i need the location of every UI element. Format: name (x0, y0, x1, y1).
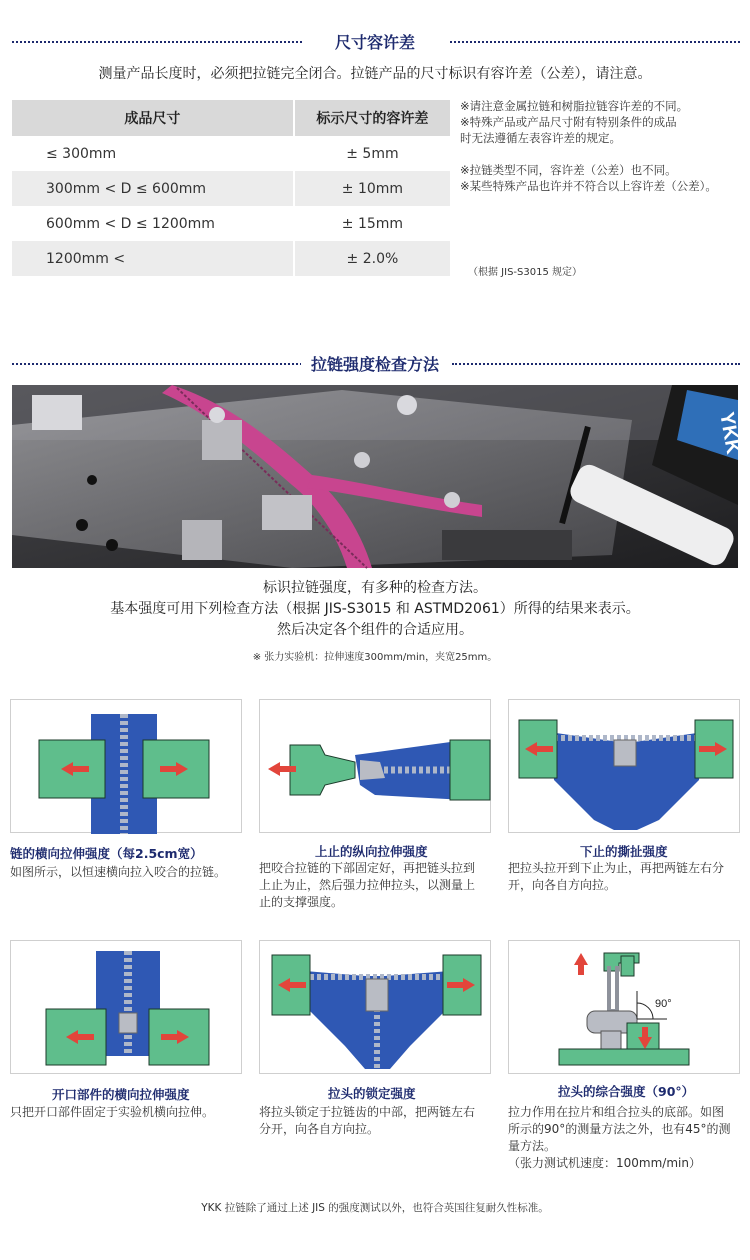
note-block: ※请注意金属拉链和树脂拉链容许差的不同。 ※特殊产品或产品尺寸附有特别条件的成品 时无法遵循左表容许差的规定。 (460, 99, 689, 145)
test-description: 如图所示，以恒速横向拉入咬合的拉链。 (10, 865, 227, 879)
tolerance-notes (460, 98, 750, 194)
table-cell: ± 10mm (294, 171, 450, 206)
table-cell: ≤ 300mm (12, 136, 294, 171)
footer-note: YKK 拉链除了通过上述 JIS 的强度测试以外，也符合英国往复耐久性标准。 (201, 1202, 549, 1214)
table-row (12, 171, 450, 206)
strength-intro-line: 基本强度可用下列检查方法（根据 JIS-S3015 和 ASTMD2061）所得的结果来表示。 (110, 601, 640, 617)
diagram-slider-90 (508, 940, 740, 1074)
table-header-row (12, 100, 450, 136)
section-title-tolerance-text: 尺寸容许差 (325, 33, 425, 52)
test-machine-photo (12, 385, 745, 568)
note-block: ※拉链类型不同，容许差（公差）也不同。 ※某些特殊产品也许并不符合以上容许差（公差）。 (460, 163, 717, 193)
test-description: 将拉头锁定于拉链齿的中部，把两链左右 分开，向各自方向拉。 (259, 1105, 476, 1136)
test-title: 开口部件的横向拉伸强度 (52, 1087, 190, 1102)
table-cell: ± 2.0% (294, 241, 450, 276)
section-title-strength (0, 352, 750, 376)
test-description: 把咬合拉链的下部固定好，再把链头拉到 上止为止，然后强力拉伸拉头，以测量上 止的支撑强度。 (259, 861, 476, 909)
diagram-chain-lateral (10, 699, 242, 833)
diagram-top-stop (259, 699, 491, 833)
strength-intro-line: 标识拉链强度，有多种的检查方法。 (263, 580, 487, 596)
table-cell: 300mm < D ≤ 600mm (12, 171, 294, 206)
test-description: 把拉头拉开到下止为止，再把两链左右分 开，向各自方向拉。 (508, 861, 725, 892)
jis-source-note: （根据 JIS-S3015 规定） (468, 267, 583, 278)
table-row (12, 206, 450, 241)
table-cell: ± 5mm (346, 145, 399, 162)
tolerance-intro: 测量产品长度时，必须把拉链完全闭合。拉链产品的尺寸标识有容许差（公差），请注意。 (98, 66, 652, 82)
table-row (12, 136, 450, 171)
test-title: 链的横向拉伸强度（每2.5cm宽） (10, 846, 203, 861)
strength-intro-line: 然后决定各个组件的合适应用。 (277, 622, 473, 638)
arrow-up-icon (574, 953, 588, 975)
test-description: 拉力作用在拉片和组合拉头的底部。如图 所示的90°的测量方法之外，也有45°的测 量方法。 （张力测试机速度：100mm/min） (508, 1105, 731, 1170)
table-header: 标示尺寸的容许差 (294, 100, 450, 136)
ykk-logo-text: YKK (715, 410, 745, 456)
table-row (12, 241, 450, 276)
test-title: 下止的撕扯强度 (580, 844, 668, 859)
table-cell: ± 15mm (341, 215, 404, 232)
strength-intro (0, 578, 750, 641)
diagram-open-end (10, 940, 242, 1074)
section-title-strength-text: 拉链强度检查方法 (301, 355, 449, 374)
diagram-bottom-stop (508, 699, 740, 833)
test-title: 拉头的锁定强度 (328, 1086, 416, 1101)
test-title: 上止的纵向拉伸强度 (315, 844, 428, 859)
table-header: 成品尺寸 (12, 100, 294, 136)
table-cell: 1200mm < (12, 241, 294, 276)
angle-label: 90° (655, 998, 672, 1010)
diagram-slider-lock (259, 940, 491, 1074)
section-title-tolerance (0, 30, 750, 54)
machine-note: ※ 张力实验机：拉伸速度300mm/min，夹宽25mm。 (252, 652, 498, 663)
table-cell: 600mm < D ≤ 1200mm (12, 206, 294, 241)
test-title: 拉头的综合强度（90°） (558, 1084, 695, 1099)
tolerance-table (12, 100, 450, 276)
test-description: 只把开口部件固定于实验机横向拉伸。 (10, 1105, 215, 1119)
